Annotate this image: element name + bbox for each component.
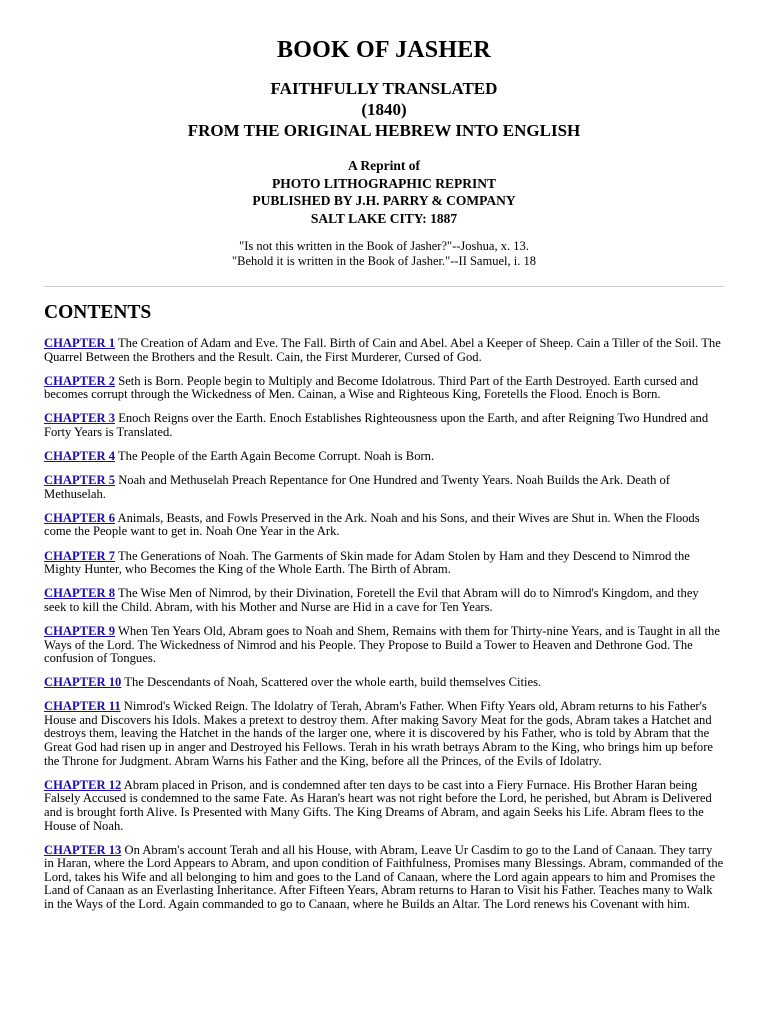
chapter-summary: Enoch Reigns over the Earth. Enoch Establishes Righteousness upon the Earth, and after Reigning Two Hundred and Forty Years is Translated. (44, 411, 709, 439)
chapter-summary: The Creation of Adam and Eve. The Fall. Birth of Cain and Abel. Abel a Keeper of Sheep. Cain a Tiller of the Soil. The Quarrel Between the Brothers and the Result. Cain, the First Murderer, Cursed of God. (44, 336, 721, 364)
epigraph-quote-2: "Behold it is written in the Book of Jasher."--II Samuel, i. 18 (232, 254, 536, 268)
chapter-summary: Animals, Beasts, and Fowls Preserved in the Ark. Noah and his Sons, and their Wives are Shut in. When the Floods come the People want to get in. Noah One Year in the Ark. (44, 510, 700, 539)
chapter-5-link[interactable]: CHAPTER 5 (44, 473, 116, 488)
book-title: BOOK OF JASHER (277, 37, 491, 63)
subtitle-line-1: FAITHFULLY TRANSLATED (270, 79, 498, 98)
chapter-summary: Abram placed in Prison, and is condemned after ten days to be cast into a Fiery Furnace. His Brother Haran being Falsely Accused is condemned to the same Fate. As Haran's heart was not right before the Lord, he perished, but Abram is Delivered and is brought forth Alive. Is Presented with Many Gifts. The King Dreams of Abram, and again Seeks his Life. Abram flees to the House of Noah. (44, 777, 712, 833)
reprint-line-4: SALT LAKE CITY: 1887 (310, 210, 458, 226)
toc-entry (44, 450, 724, 464)
toc-entry (44, 512, 724, 539)
toc-entry (44, 412, 724, 439)
chapter-13-link[interactable]: CHAPTER 13 (44, 842, 122, 857)
chapter-3-link[interactable]: CHAPTER 3 (44, 411, 116, 426)
chapter-summary: On Abram's account Terah and all his House, with Abram, Leave Ur Casdim to go to the Land of Canaan. They tarry in Haran, where the Lord Appears to Abram, and upon condition of Faithfulness, Promises many Blessings. Abram, commanded of the Lord, takes his Wife and all belonging to him and goes to the Land of Canaan, where the Lord again appears to him and Promises the Land of Canaan as an Everlasting Inheritance. After Fifteen Years, Abram returns to Haran to Visit his Father. Teaches many to Walk in the Ways of the Lord. Again commanded to go to Canaan, where he Builds an Altar. The Lord renews his Covenant with him. (44, 842, 724, 911)
contents-heading: CONTENTS (44, 302, 152, 323)
chapter-summary: The Wise Men of Nimrod, by their Divination, Foretell the Evil that Abram will do to Nimrod's Kingdom, and they seek to kill the Child. Abram, with his Mother and Nurse are Hid in a cave for Ten Years. (44, 586, 699, 614)
subtitle-line-3: FROM THE ORIGINAL HEBREW INTO ENGLISH (187, 121, 581, 140)
chapter-summary: Noah and Methuselah Preach Repentance for One Hundred and Twenty Years. Noah Builds the Ark. Death of Methuselah. (44, 473, 671, 501)
table-of-contents (44, 337, 724, 912)
chapter-8-link[interactable]: CHAPTER 8 (44, 586, 116, 601)
epigraph-quote-1: "Is not this written in the Book of Jasher?"--Joshua, x. 13. (239, 239, 529, 253)
subtitle-line-2: (1840) (361, 100, 407, 119)
chapter-summary: When Ten Years Old, Abram goes to Noah and Shem, Remains with them for Thirty-nine Years, and is Taught in all the Ways of the Lord. The Wickedness of Nimrod and his People. They Propose to Build a Tower to Heaven and Dethrone God. The confusion of Tongues. (44, 623, 720, 666)
toc-entry (44, 700, 724, 768)
chapter-10-link[interactable]: CHAPTER 10 (44, 675, 122, 690)
chapter-9-link[interactable]: CHAPTER 9 (44, 623, 116, 638)
chapter-1-link[interactable]: CHAPTER 1 (44, 336, 116, 350)
reprint-line-1: A Reprint of (348, 158, 420, 173)
chapter-2-link[interactable]: CHAPTER 2 (44, 373, 116, 388)
reprint-line-2: PHOTO LITHOGRAPHIC REPRINT (271, 175, 497, 191)
chapter-6-link[interactable]: CHAPTER 6 (44, 510, 116, 525)
toc-entry (44, 337, 724, 364)
chapter-summary: The People of the Earth Again Become Corrupt. Noah is Born. (117, 449, 435, 464)
chapter-11-link[interactable]: CHAPTER 11 (44, 699, 121, 714)
toc-entry (44, 550, 724, 577)
chapter-summary: The Descendants of Noah, Scattered over the whole earth, build themselves Cities. (124, 675, 542, 690)
chapter-summary: Seth is Born. People begin to Multiply and Become Idolatrous. Third Part of the Earth Destroyed. Earth cursed and becomes corrupt through the Wickedness of Men. Cainan, a Wise and Righteous King, Foretells the Flood. Enoch is Born. (44, 373, 699, 402)
toc-entry (44, 587, 724, 614)
reprint-line-3: PUBLISHED BY J.H. PARRY & COMPANY (252, 193, 516, 208)
toc-entry (44, 676, 724, 690)
toc-entry (44, 779, 724, 833)
chapter-4-link[interactable]: CHAPTER 4 (44, 449, 116, 464)
toc-entry (44, 375, 724, 402)
chapter-7-link[interactable]: CHAPTER 7 (44, 548, 116, 563)
chapter-summary: Nimrod's Wicked Reign. The Idolatry of Terah, Abram's Father. When Fifty Years old, Abram returns to his Father's House and Discovers his Idols. Makes a pretext to destroy them. After making Savory Meat for the gods, Abram takes a Hatchet and destroys them, leaving the Hatchet in the hands of the larger one, where it is discovered by his Father, who is told by Abram that the Great God had risen up in anger and Destroyed his Fellows. Terah in his wrath betrays Abram to the King, who brings him up before the Throne for Judgment. Abram Warns his Father and the King, before all the Princes, of the Evils of Idolatry. (44, 699, 714, 768)
chapter-summary: The Generations of Noah. The Garments of Skin made for Adam Stolen by Ham and they Descend to Nimrod the Mighty Hunter, who Becomes the King of the Whole Earth. The Birth of Abram. (44, 548, 690, 577)
toc-entry (44, 625, 724, 666)
toc-entry (44, 844, 724, 912)
divider (44, 286, 724, 287)
toc-entry (44, 474, 724, 501)
chapter-12-link[interactable]: CHAPTER 12 (44, 777, 122, 792)
